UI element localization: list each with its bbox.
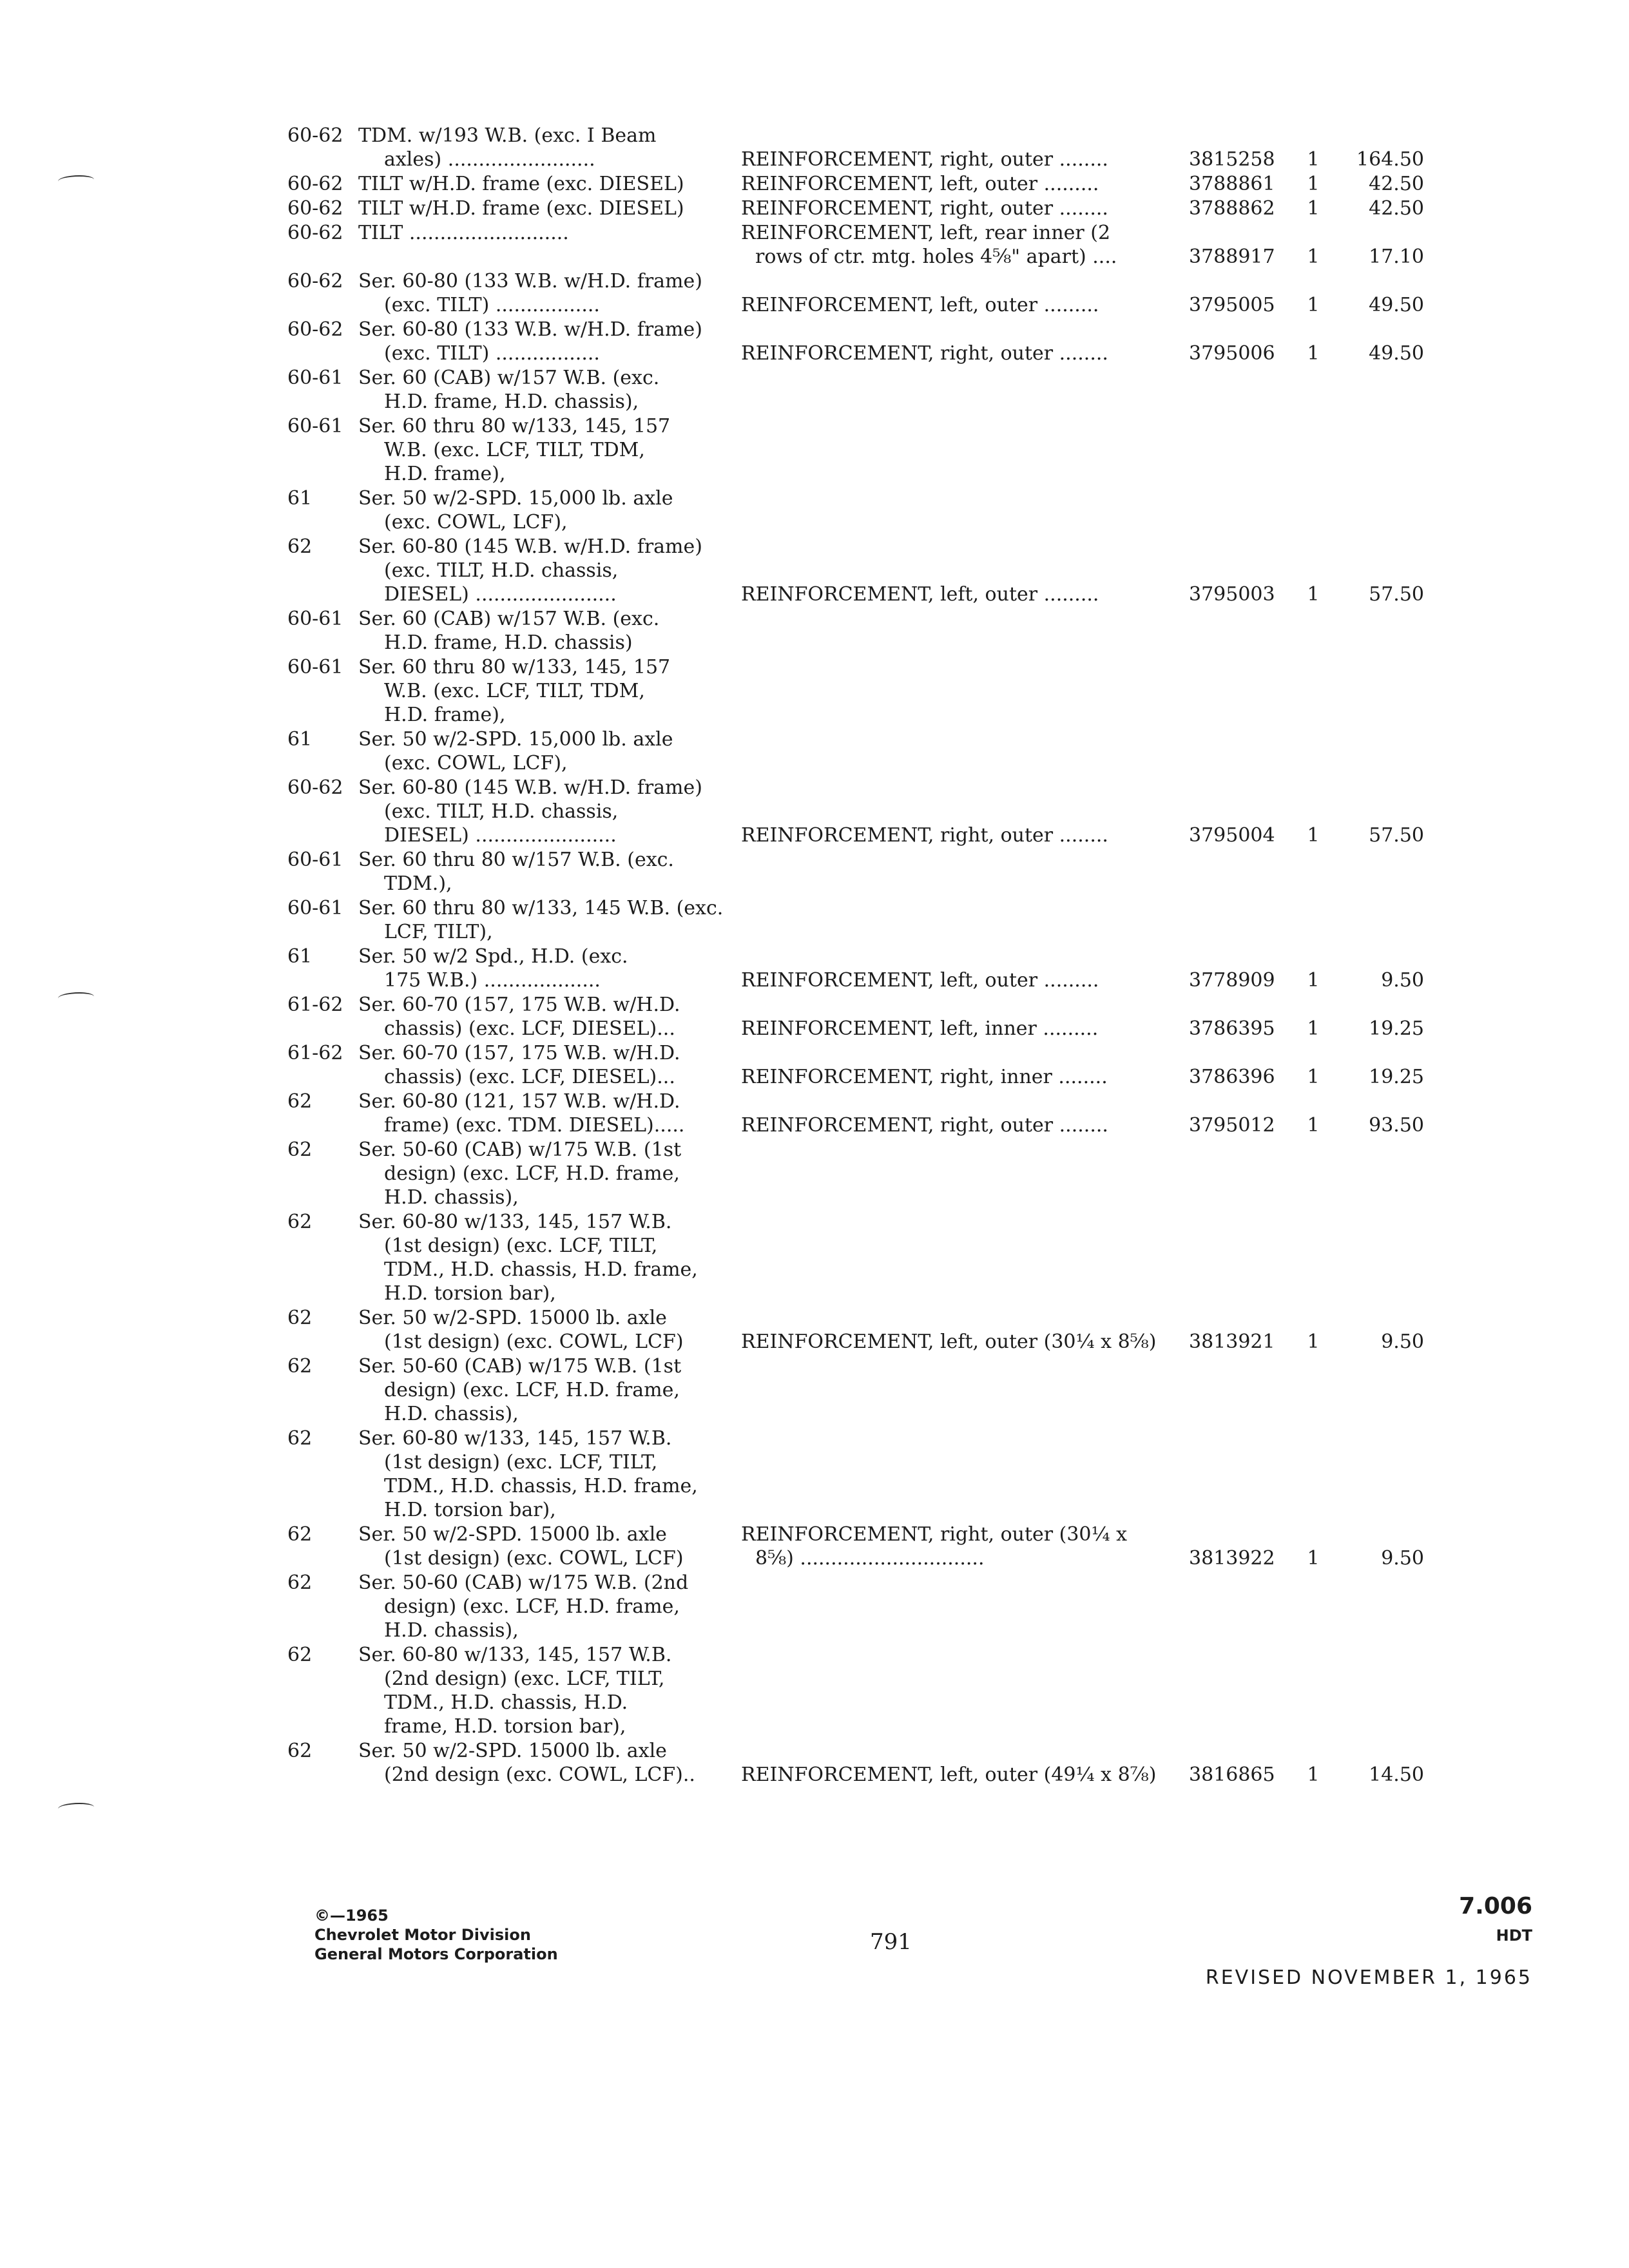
model-year: 62 [287, 1139, 313, 1161]
part-number: 3795006 [1189, 342, 1275, 365]
part-number: 3816865 [1189, 1763, 1275, 1786]
model-year: 62 [287, 1644, 313, 1666]
description-line: chassis) (exc. LCF, DIESEL)... [384, 1017, 675, 1040]
quantity: 1 [1307, 1114, 1320, 1137]
division-name: Chevrolet Motor Division [314, 1926, 531, 1944]
part-name-line: REINFORCEMENT, right, inner ........ [741, 1066, 1108, 1088]
margin-mark [58, 992, 94, 1003]
part-name [741, 1090, 1186, 1137]
description-line: (exc. TILT) ................. [384, 294, 600, 316]
model-year: 60-62 [287, 124, 343, 147]
description-line: TILT w/H.D. frame (exc. DIESEL) [358, 197, 684, 220]
description-line: LCF, TILT), [384, 921, 493, 943]
model-year: 62 [287, 1740, 313, 1762]
revision-date: REVISED NOVEMBER 1, 1965 [1205, 1966, 1532, 1989]
part-name [741, 172, 1186, 196]
description-line: Ser. 60-80 w/133, 145, 157 W.B. [358, 1427, 672, 1450]
application-description [358, 366, 745, 414]
model-year: 61 [287, 945, 313, 968]
model-year: 62 [287, 1355, 313, 1378]
part-name [741, 776, 1186, 847]
part-name-line [741, 1041, 1186, 1065]
list-price: 19.25 [1369, 1066, 1424, 1088]
description-line: (exc. COWL, LCF), [384, 511, 568, 533]
part-name-line [741, 1090, 1186, 1113]
model-year: 60-61 [287, 415, 343, 437]
model-year: 62 [287, 1571, 313, 1594]
description-line: Ser. 60-70 (157, 175 W.B. w/H.D. [358, 994, 680, 1016]
description-line: TDM., H.D. chassis, H.D. [384, 1691, 628, 1714]
application-description [358, 486, 745, 534]
description-line: (1st design) (exc. LCF, TILT, [384, 1235, 658, 1257]
application-description [358, 414, 745, 486]
model-year: 61 [287, 487, 313, 510]
application-description [358, 1523, 745, 1570]
description-line: Ser. 50 w/2-SPD. 15,000 lb. axle [358, 728, 673, 751]
part-number: 3815258 [1189, 148, 1275, 171]
description-line: W.B. (exc. LCF, TILT, TDM, [384, 680, 645, 702]
part-number: 3795004 [1189, 824, 1275, 847]
quantity: 1 [1307, 1331, 1320, 1353]
description-line: Ser. 60-80 (121, 157 W.B. w/H.D. [358, 1090, 680, 1113]
quantity: 1 [1307, 1763, 1320, 1786]
part-name-line [741, 269, 1186, 293]
list-price: 19.25 [1369, 1017, 1424, 1040]
description-line: TILT w/H.D. frame (exc. DIESEL) [358, 173, 684, 195]
description-line: TDM., H.D. chassis, H.D. frame, [384, 1475, 698, 1497]
part-name-line: REINFORCEMENT, left, rear inner (2 [741, 222, 1111, 244]
description-line: (2nd design (exc. COWL, LCF).. [384, 1763, 695, 1786]
part-name-line: REINFORCEMENT, left, outer (49¼ x 8⅞) [741, 1763, 1157, 1786]
description-line: Ser. 50-60 (CAB) w/175 W.B. (2nd [358, 1571, 689, 1594]
application-description [358, 221, 745, 245]
part-name [741, 269, 1186, 317]
quantity: 1 [1307, 173, 1320, 195]
description-line: frame) (exc. TDM. DIESEL)..... [384, 1114, 685, 1137]
list-price: 14.50 [1369, 1763, 1424, 1786]
application-description [358, 896, 745, 944]
part-name [741, 1523, 1186, 1570]
description-line: H.D. frame, H.D. chassis), [384, 390, 639, 413]
part-name-line: REINFORCEMENT, right, outer ........ [741, 342, 1108, 365]
quantity: 1 [1307, 1066, 1320, 1088]
part-name [741, 535, 1186, 606]
part-name-line: REINFORCEMENT, right, outer ........ [741, 197, 1108, 220]
part-name [741, 197, 1186, 220]
list-price: 49.50 [1369, 342, 1424, 365]
quantity: 1 [1307, 342, 1320, 365]
application-description [358, 1210, 745, 1305]
part-number: 3795005 [1189, 294, 1275, 316]
description-line: Ser. 60 thru 80 w/133, 145 W.B. (exc. [358, 897, 724, 919]
model-year: 60-61 [287, 367, 343, 389]
description-line: Ser. 60-80 w/133, 145, 157 W.B. [358, 1211, 672, 1233]
description-line: DIESEL) ....................... [384, 824, 617, 847]
model-year: 60-62 [287, 197, 343, 220]
description-line: TILT .......................... [358, 222, 569, 244]
list-price: 57.50 [1369, 583, 1424, 606]
model-year: 61-62 [287, 1042, 343, 1064]
part-name-line: REINFORCEMENT, right, outer ........ [741, 148, 1108, 171]
page-number: 791 [870, 1929, 912, 1955]
application-description [358, 318, 745, 365]
description-line: (exc. TILT, H.D. chassis, [384, 800, 619, 823]
part-name-line: REINFORCEMENT, left, outer ......... [741, 173, 1099, 195]
publisher-block [314, 1906, 558, 1964]
description-line: design) (exc. LCF, H.D. frame, [384, 1595, 680, 1618]
part-name-line: REINFORCEMENT, right, outer (30¼ x [741, 1523, 1128, 1546]
part-number: 3786395 [1189, 1017, 1275, 1040]
margin-mark [58, 1803, 94, 1813]
list-price: 9.50 [1381, 1547, 1424, 1570]
part-name-line: rows of ctr. mtg. holes 4⅝" apart) .... [755, 245, 1117, 268]
part-number: 3788917 [1189, 245, 1275, 268]
part-name-line [741, 318, 1186, 341]
model-year: 60-62 [287, 270, 343, 293]
part-name-line: REINFORCEMENT, left, inner ......... [741, 1017, 1099, 1040]
list-price: 93.50 [1369, 1114, 1424, 1137]
part-number: 3813921 [1189, 1331, 1275, 1353]
part-name-line [741, 776, 1186, 800]
quantity: 1 [1307, 1547, 1320, 1570]
application-description [358, 1739, 745, 1787]
part-name [741, 221, 1186, 269]
list-price: 9.50 [1381, 1331, 1424, 1353]
model-year: 60-61 [287, 656, 343, 678]
quantity: 1 [1307, 824, 1320, 847]
application-description [358, 1090, 745, 1137]
part-name-line: 8⅝) .............................. [755, 1547, 985, 1570]
list-price: 57.50 [1369, 824, 1424, 847]
description-line: H.D. torsion bar), [384, 1499, 556, 1521]
model-year: 60-61 [287, 608, 343, 630]
description-line: Ser. 60 thru 80 w/133, 145, 157 [358, 415, 671, 437]
list-price: 17.10 [1369, 245, 1424, 268]
description-line: Ser. 50 w/2-SPD. 15000 lb. axle [358, 1523, 667, 1546]
description-line: (exc. COWL, LCF), [384, 752, 568, 774]
part-name-line [741, 800, 1186, 823]
application-description [358, 535, 745, 606]
part-name-line [741, 1306, 1186, 1330]
model-year: 60-62 [287, 776, 343, 799]
application-description [358, 1427, 745, 1522]
application-description [358, 776, 745, 847]
application-description [358, 1041, 745, 1089]
part-name-line: REINFORCEMENT, left, outer (30¼ x 8⅝) [741, 1331, 1157, 1353]
application-description [358, 1643, 745, 1738]
list-price: 9.50 [1381, 969, 1424, 992]
model-year: 60-62 [287, 318, 343, 341]
part-name [741, 993, 1186, 1041]
description-line: (2nd design) (exc. LCF, TILT, [384, 1667, 665, 1690]
application-description [358, 1571, 745, 1642]
application-description [358, 993, 745, 1041]
section-number: 7.006 [1459, 1893, 1532, 1919]
part-name-line: REINFORCEMENT, right, outer ........ [741, 824, 1108, 847]
part-name-line: REINFORCEMENT, left, outer ......... [741, 583, 1099, 606]
part-number: 3786396 [1189, 1066, 1275, 1088]
description-line: Ser. 60 (CAB) w/157 W.B. (exc. [358, 608, 660, 630]
model-year: 61-62 [287, 994, 343, 1016]
description-line: (1st design) (exc. LCF, TILT, [384, 1451, 658, 1474]
description-line: Ser. 60-80 (145 W.B. w/H.D. frame) [358, 776, 702, 799]
part-name-line [741, 993, 1186, 1017]
quantity: 1 [1307, 969, 1320, 992]
part-name [741, 318, 1186, 365]
description-line: (exc. TILT) ................. [384, 342, 600, 365]
part-number: 3778909 [1189, 969, 1275, 992]
model-year: 60-62 [287, 173, 343, 195]
description-line: TDM. w/193 W.B. (exc. I Beam [358, 124, 657, 147]
quantity: 1 [1307, 294, 1320, 316]
part-name-line: REINFORCEMENT, left, outer ......... [741, 969, 1099, 992]
description-line: Ser. 50-60 (CAB) w/175 W.B. (1st [358, 1355, 682, 1378]
application-description [358, 727, 745, 775]
part-name [741, 1306, 1186, 1354]
description-line: H.D. chassis), [384, 1403, 519, 1425]
model-year: 60-62 [287, 222, 343, 244]
description-line: Ser. 60-80 (133 W.B. w/H.D. frame) [358, 270, 702, 293]
application-description [358, 1138, 745, 1209]
description-line: H.D. frame), [384, 704, 506, 726]
description-line: H.D. frame), [384, 463, 506, 485]
quantity: 1 [1307, 583, 1320, 606]
quantity: 1 [1307, 197, 1320, 220]
application-description [358, 124, 745, 171]
description-line: (exc. TILT, H.D. chassis, [384, 559, 619, 582]
part-number: 3788862 [1189, 197, 1275, 220]
part-name [741, 124, 1186, 171]
part-name-line [741, 945, 1186, 968]
description-line: (1st design) (exc. COWL, LCF) [384, 1331, 684, 1353]
description-line: 175 W.B.) ................... [384, 969, 601, 992]
list-price: 164.50 [1356, 148, 1424, 171]
part-name-line: REINFORCEMENT, right, outer ........ [741, 1114, 1108, 1137]
part-number: 3813922 [1189, 1547, 1275, 1570]
application-description [358, 655, 745, 727]
description-line: Ser. 60-80 (145 W.B. w/H.D. frame) [358, 535, 702, 558]
part-number: 3788861 [1189, 173, 1275, 195]
description-line: H.D. torsion bar), [384, 1282, 556, 1305]
copyright: ©—1965 [314, 1907, 389, 1925]
margin-mark [58, 175, 94, 186]
description-line: Ser. 50 w/2 Spd., H.D. (exc. [358, 945, 628, 968]
part-name [741, 1041, 1186, 1089]
description-line: Ser. 50 w/2-SPD. 15,000 lb. axle [358, 487, 673, 510]
application-description [358, 1354, 745, 1426]
model-year: 62 [287, 1523, 313, 1546]
description-line: Ser. 60-80 (133 W.B. w/H.D. frame) [358, 318, 702, 341]
part-name [741, 945, 1186, 992]
description-line: frame, H.D. torsion bar), [384, 1715, 626, 1738]
description-line: DIESEL) ....................... [384, 583, 617, 606]
application-description [358, 197, 745, 220]
model-year: 62 [287, 1307, 313, 1329]
model-year: 62 [287, 1427, 313, 1450]
application-description [358, 607, 745, 655]
part-name-line [741, 1739, 1186, 1763]
application-description [358, 172, 745, 196]
part-name-line [741, 124, 1186, 148]
part-name-line: REINFORCEMENT, left, outer ......... [741, 294, 1099, 316]
part-name-line [741, 535, 1186, 559]
description-line: axles) ........................ [384, 148, 595, 171]
description-line: H.D. frame, H.D. chassis) [384, 631, 633, 654]
list-price: 42.50 [1369, 173, 1424, 195]
description-line: Ser. 60 thru 80 w/133, 145, 157 [358, 656, 671, 678]
application-description [358, 1306, 745, 1354]
application-description [358, 269, 745, 317]
quantity: 1 [1307, 245, 1320, 268]
description-line: Ser. 50-60 (CAB) w/175 W.B. (1st [358, 1139, 682, 1161]
model-year: 62 [287, 1090, 313, 1113]
part-name-line [741, 559, 1186, 582]
description-line: Ser. 50 w/2-SPD. 15000 lb. axle [358, 1740, 667, 1762]
corporation-name: General Motors Corporation [314, 1945, 558, 1963]
part-name [741, 1739, 1186, 1787]
quantity: 1 [1307, 148, 1320, 171]
description-line: design) (exc. LCF, H.D. frame, [384, 1162, 680, 1185]
description-line: Ser. 60 (CAB) w/157 W.B. (exc. [358, 367, 660, 389]
model-year: 60-61 [287, 849, 343, 871]
application-description [358, 945, 745, 992]
description-line: TDM., H.D. chassis, H.D. frame, [384, 1258, 698, 1281]
description-line: TDM.), [384, 872, 452, 895]
section-code: HDT [1496, 1927, 1532, 1945]
description-line: Ser. 50 w/2-SPD. 15000 lb. axle [358, 1307, 667, 1329]
description-line: Ser. 60-70 (157, 175 W.B. w/H.D. [358, 1042, 680, 1064]
description-line: H.D. chassis), [384, 1619, 519, 1642]
description-line: chassis) (exc. LCF, DIESEL)... [384, 1066, 675, 1088]
description-line: Ser. 60 thru 80 w/157 W.B. (exc. [358, 849, 674, 871]
model-year: 60-61 [287, 897, 343, 919]
part-number: 3795003 [1189, 583, 1275, 606]
description-line: (1st design) (exc. COWL, LCF) [384, 1547, 684, 1570]
list-price: 42.50 [1369, 197, 1424, 220]
model-year: 61 [287, 728, 313, 751]
part-number: 3795012 [1189, 1114, 1275, 1137]
description-line: Ser. 60-80 w/133, 145, 157 W.B. [358, 1644, 672, 1666]
application-description [358, 848, 745, 896]
model-year: 62 [287, 1211, 313, 1233]
description-line: W.B. (exc. LCF, TILT, TDM, [384, 439, 645, 461]
model-year: 62 [287, 535, 313, 558]
quantity: 1 [1307, 1017, 1320, 1040]
description-line: H.D. chassis), [384, 1186, 519, 1209]
list-price: 49.50 [1369, 294, 1424, 316]
description-line: design) (exc. LCF, H.D. frame, [384, 1379, 680, 1401]
